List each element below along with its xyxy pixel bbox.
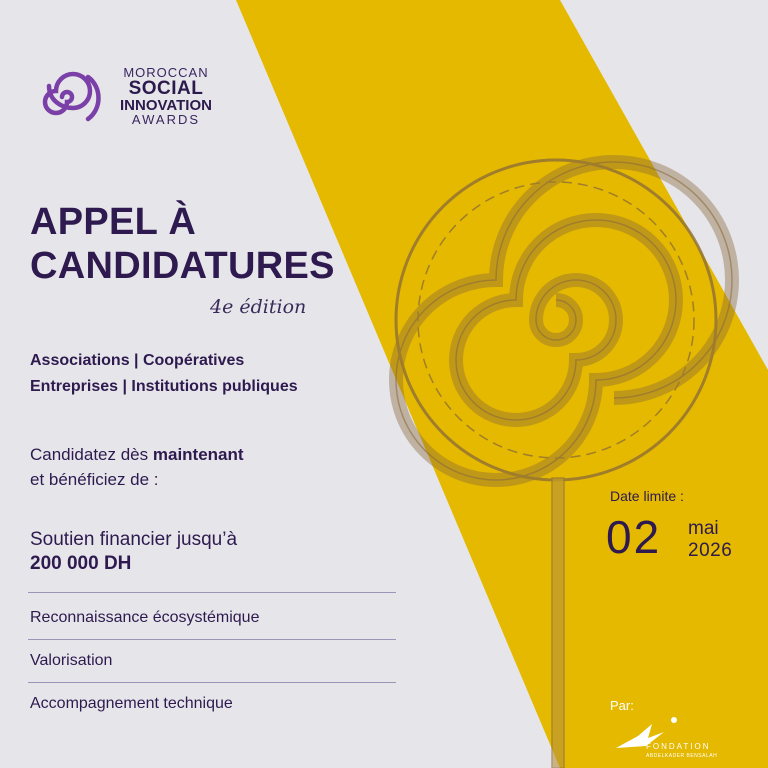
headline (30, 200, 335, 288)
spiral-logo-icon (28, 67, 110, 125)
intro-text (30, 442, 244, 492)
target-audiences (30, 348, 298, 400)
sponsor-prefix: Par: (610, 698, 634, 713)
msia-logo (28, 66, 212, 126)
benefit-financial (30, 528, 237, 576)
benefit-item: Valorisation (30, 652, 113, 669)
targets-line-1: Associations | Coopératives (30, 352, 245, 369)
deadline-year: 2026 (688, 540, 733, 561)
benefit-financial-text: Soutien financier jusqu’à (30, 529, 238, 550)
logo-line-2: SOCIAL (128, 78, 204, 99)
headline-line-2: CANDIDATURES (30, 245, 335, 287)
logo-line-3: INNOVATION (120, 97, 212, 114)
logo-line-1: MOROCCAN (123, 65, 209, 80)
foundation-name: FONDATION (646, 742, 711, 751)
benefit-financial-amount: 200 000 DH (30, 553, 132, 574)
divider (28, 592, 396, 593)
logo-text (120, 66, 212, 126)
benefit-item: Accompagnement technique (30, 695, 233, 712)
intro-prefix: Candidatez dès (30, 445, 153, 464)
benefit-item: Reconnaissance écosystémique (30, 609, 260, 626)
deadline-day: 02 (606, 511, 662, 563)
targets-line-2: Entreprises | Institutions publiques (30, 378, 298, 395)
deadline-label: Date limite : (610, 488, 684, 504)
edition-label: 4e édition (210, 296, 307, 318)
divider (28, 639, 396, 640)
deadline-month: mai (688, 518, 719, 539)
headline-line-1: APPEL À (30, 201, 197, 243)
divider (28, 682, 396, 683)
intro-emphasis: maintenant (152, 445, 244, 464)
intro-line-2: et bénéficiez de : (30, 470, 159, 489)
foundation-subname: ABDELKADER BENSALAH (646, 753, 718, 759)
intro-line-1 (30, 442, 244, 467)
logo-line-4: AWARDS (131, 112, 201, 127)
